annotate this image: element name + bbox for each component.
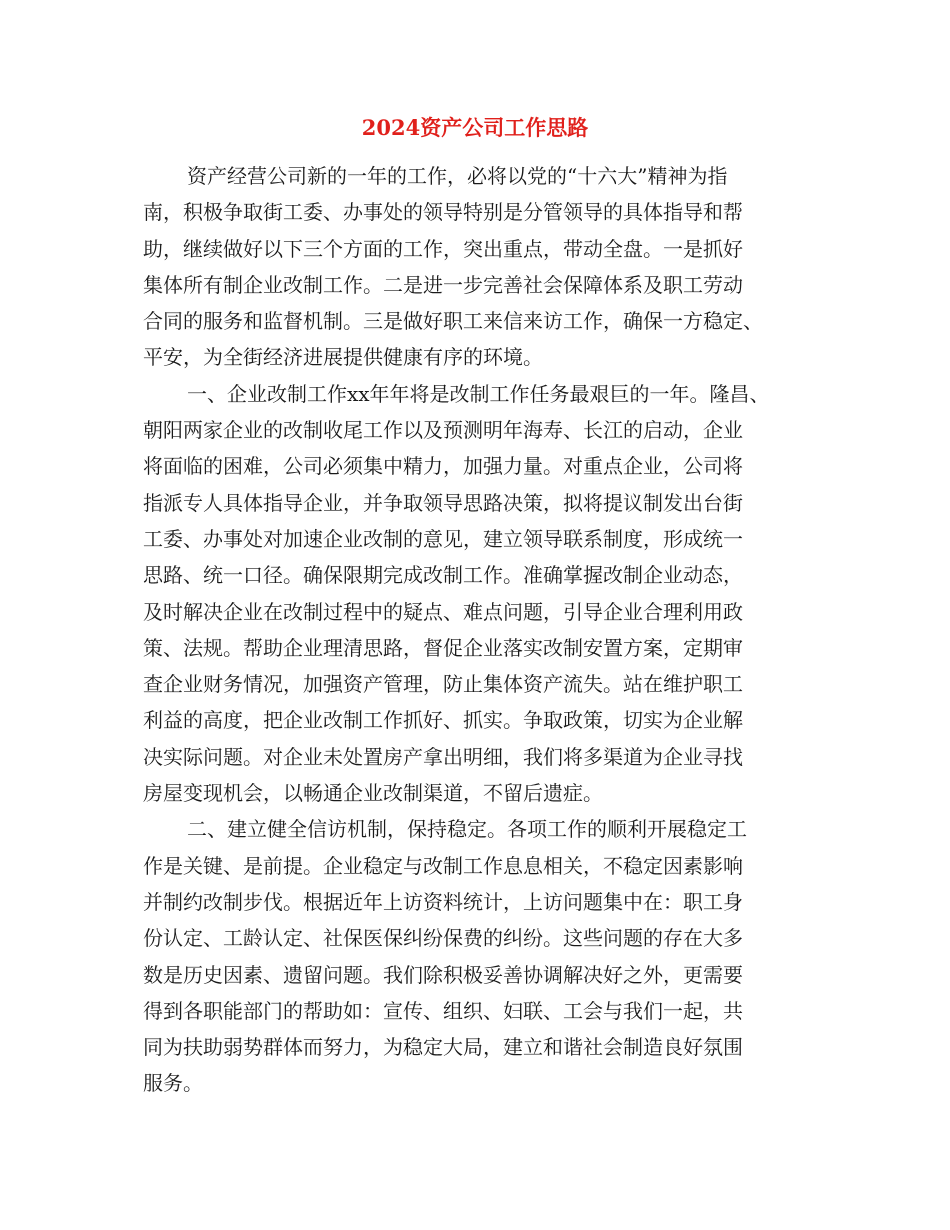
text-line: 朝阳两家企业的改制收尾工作以及预测明年海寿、长江的启动，企业 (143, 418, 743, 443)
text-line: 南，积极争取街工委、办事处的领导特别是分管领导的具体指导和帮 (143, 200, 743, 225)
text-line: 思路、统一口径。确保限期完成改制工作。准确掌握改制企业动态， (143, 563, 743, 588)
paragraph-section-2 (143, 811, 813, 1101)
document-body (143, 158, 813, 1102)
text-line: 利益的高度，把企业改制工作抓好、抓实。争取政策，切实为企业解 (143, 708, 743, 733)
text-line: 集体所有制企业改制工作。二是进一步完善社会保障体系及职工劳动 (143, 272, 743, 297)
text-line: 策、法规。帮助企业理清思路，督促企业落实改制安置方案，定期审 (143, 635, 743, 660)
text-line: 助，继续做好以下三个方面的工作，突出重点，带动全盘。一是抓好 (143, 236, 743, 261)
text-line: 平安，为全街经济进展提供健康有序的环境。 (143, 345, 543, 370)
text-line: 并制约改制步伐。根据近年上访资料统计，上访问题集中在：职工身 (143, 889, 743, 914)
text-line: 决实际问题。对企业未处置房产拿出明细，我们将多渠道为企业寻找 (143, 744, 743, 769)
text-line: 房屋变现机会，以畅通企业改制渠道，不留后遗症。 (143, 781, 603, 806)
text-line: 查企业财务情况，加强资产管理，防止集体资产流失。站在维护职工 (143, 672, 743, 697)
text-line: 资产经营公司新的一年的工作，必将以党的“十六大”精神为指 (187, 164, 728, 188)
text-line: 一、企业改制工作xx年年将是改制工作任务最艰巨的一年。隆昌、 (187, 381, 770, 406)
paragraph-section-1 (143, 376, 813, 812)
text-line: 同为扶助弱势群体而努力，为稳定大局，建立和谐社会制造良好氛围 (143, 1035, 743, 1060)
text-line: 服务。 (143, 1071, 203, 1096)
text-line: 二、建立健全信访机制，保持稳定。各项工作的顺利开展稳定工 (187, 817, 747, 842)
text-line: 作是关键、是前提。企业稳定与改制工作息息相关，不稳定因素影响 (143, 853, 743, 878)
text-line: 及时解决企业在改制过程中的疑点、难点问题，引导企业合理利用政 (143, 599, 743, 624)
text-line: 指派专人具体指导企业，并争取领导思路决策，拟将提议制发出台街 (143, 490, 743, 515)
text-line: 份认定、工龄认定、社保医保纠纷保费的纠纷。这些问题的存在大多 (143, 926, 743, 951)
text-line: 得到各职能部门的帮助如：宣传、组织、妇联、工会与我们一起，共 (143, 998, 743, 1023)
text-line: 数是历史因素、遗留问题。我们除积极妥善协调解决好之外，更需要 (143, 962, 743, 987)
text-line: 合同的服务和监督机制。三是做好职工来信来访工作，确保一方稳定、 (143, 309, 763, 334)
paragraph-intro (143, 158, 813, 376)
text-line: 工委、办事处对加速企业改制的意见，建立领导联系制度，形成统一 (143, 526, 743, 551)
text-line: 将面临的困难，公司必须集中精力，加强力量。对重点企业，公司将 (143, 454, 743, 479)
document-title: 2024资产公司工作思路 (361, 115, 589, 140)
